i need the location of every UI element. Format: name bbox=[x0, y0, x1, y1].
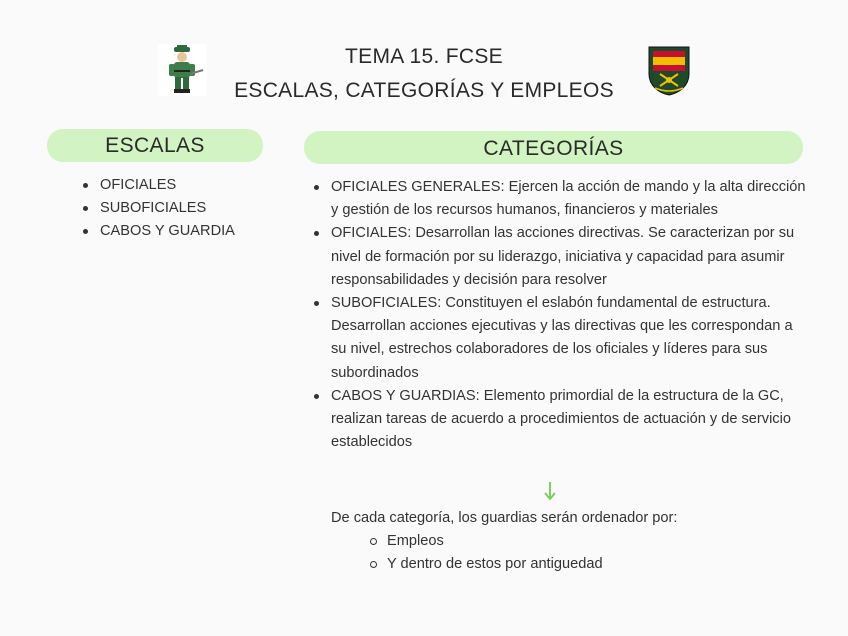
escalas-heading: ESCALAS bbox=[47, 129, 263, 162]
order-list bbox=[370, 530, 603, 576]
categorias-list bbox=[312, 176, 812, 454]
title-line-1: TEMA 15. FCSE bbox=[345, 45, 503, 68]
page-title bbox=[0, 40, 848, 108]
list-item: Empleos bbox=[370, 530, 603, 553]
list-item: CABOS Y GUARDIAS: Elemento primordial de la estructura de la GC, realizan tareas de acuerdo a procedimientos de actuación y de servicio establecidos bbox=[312, 385, 812, 455]
list-item: CABOS Y GUARDIA bbox=[81, 220, 281, 243]
list-item: OFICIALES bbox=[81, 174, 281, 197]
arrow-down-icon bbox=[543, 481, 557, 501]
list-item: Y dentro de estos por antiguedad bbox=[370, 553, 603, 576]
list-item: SUBOFICIALES: Constituyen el eslabón fundamental de estructura. Desarrollan acciones ejecutivas y las directivas que les correspondan a su nivel, estrechos colaboradores de los oficiales y líderes para sus subordinados bbox=[312, 292, 812, 385]
guardia-civil-emblem-icon bbox=[645, 44, 693, 96]
list-item: SUBOFICIALES bbox=[81, 197, 281, 220]
categorias-heading: CATEGORÍAS bbox=[304, 131, 803, 164]
list-item: OFICIALES GENERALES: Ejercen la acción de mando y la alta dirección y gestión de los recursos humanos, financieros y materiales bbox=[312, 176, 812, 222]
title-line-2: ESCALAS, CATEGORÍAS Y EMPLEOS bbox=[234, 79, 614, 102]
escalas-list bbox=[81, 174, 281, 244]
list-item: OFICIALES: Desarrollan las acciones directivas. Se caracterizan por su nivel de formación por su liderazgo, iniciativa y capacidad para asumir responsabilidades y decisión para resolver bbox=[312, 222, 812, 292]
footer-text: De cada categoría, los guardias serán ordenador por: bbox=[331, 510, 678, 526]
guard-figure-icon bbox=[157, 44, 207, 96]
